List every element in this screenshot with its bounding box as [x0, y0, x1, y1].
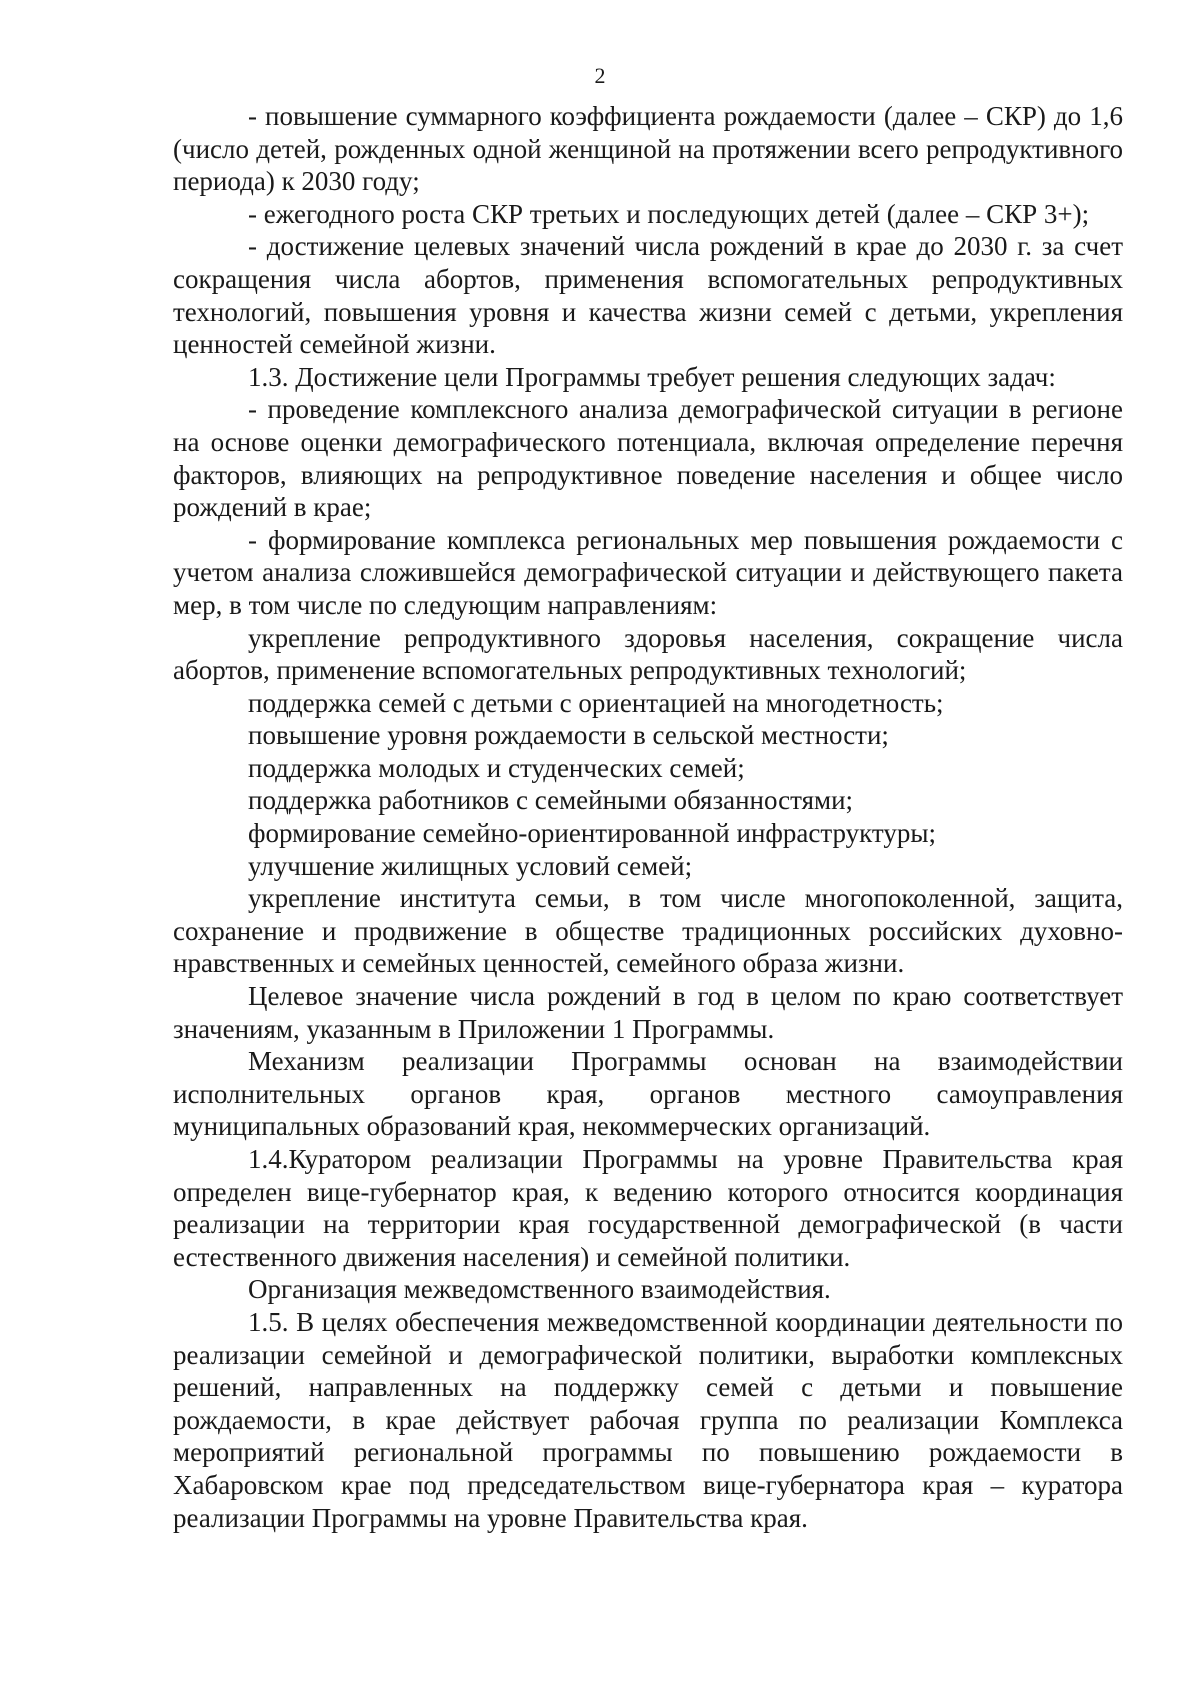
list-item-young-families: поддержка молодых и студенческих семей;: [248, 752, 745, 783]
list-item-large-families: поддержка семей с детьми с ориентацией на многодетность;: [248, 687, 944, 718]
paragraph-target-value: Целевое значение числа рождений в год в целом по краю соответствует значениям, указанным в Приложении 1 Программы.: [173, 981, 1123, 1044]
document-body: [173, 100, 1123, 1534]
paragraph-section-1-3: 1.3. Достижение цели Программы требует решения следующих задач:: [248, 361, 1056, 392]
paragraph-task-analysis: - проведение комплексного анализа демографической ситуации в регионе на основе оценки демографического потенциала, включая определение перечня факторов, влияющих на репродуктивное поведение населения и общее число рождений в крае;: [173, 394, 1123, 523]
paragraph-task-measures: - формирование комплекса региональных мер повышения рождаемости с учетом анализа сложившейся демографической ситуации и действующего пакета мер, в том числе по следующим направлениям:: [173, 524, 1123, 620]
list-item-reproductive-health: укрепление репродуктивного здоровья населения, сокращение числа абортов, применение вспомогательных репродуктивных технологий;: [173, 622, 1123, 686]
paragraph-section-1-4: 1.4.Куратором реализации Программы на уровне Правительства края определен вице-губернатор края, к ведению которого относится координация реализации на территории края государственной демографической (в части естественного движения населения) и семейной политики.: [173, 1144, 1123, 1272]
paragraph-mechanism: Механизм реализации Программы основан на взаимодействии исполнительных органов края, органов местного самоуправления муниципальных образований края, некоммерческих организаций.: [173, 1046, 1123, 1142]
list-item-housing: улучшение жилищных условий семей;: [248, 850, 693, 881]
paragraph-interagency-heading: Организация межведомственного взаимодействия.: [248, 1274, 831, 1305]
list-item-infrastructure: формирование семейно-ориентированной инфраструктуры;: [248, 818, 936, 849]
paragraph-skr3-growth: - ежегодного роста СКР третьих и последующих детей (далее – СКР 3+);: [248, 198, 1090, 229]
list-item-family-institution: укрепление института семьи, в том числе многопоколенной, защита, сохранение и продвижение в обществе традиционных российских духовно-нравственных и семейных ценностей, семейного образа жизни.: [173, 883, 1123, 979]
paragraph-section-1-5: 1.5. В целях обеспечения межведомственной координации деятельности по реализации семейной и демографической политики, выработки комплексных решений, направленных на поддержку семей с детьми и повышение рождаемости, в крае действует рабочая группа по реализации Комплекса мероприятий региональной программы по повышению рождаемости в Хабаровском крае под председательством вице-губернатора края – куратора реализации Программы на уровне Правительства края.: [173, 1306, 1123, 1533]
list-item-workers-support: поддержка работников с семейными обязанностями;: [248, 785, 854, 816]
page-number: 2: [594, 63, 606, 88]
paragraph-birth-targets: - достижение целевых значений числа рождений в крае до 2030 г. за счет сокращения числа абортов, применения вспомогательных репродуктивных технологий, повышения уровня и качества жизни семей с детьми, укрепления ценностей семейной жизни.: [173, 231, 1123, 360]
paragraph-skr-goal: - повышение суммарного коэффициента рождаемости (далее – СКР) до 1,6 (число детей, рожденных одной женщиной на протяжении всего репродуктивного периода) к 2030 году;: [173, 101, 1123, 197]
list-item-rural-birth-rate: повышение уровня рождаемости в сельской местности;: [248, 720, 889, 751]
